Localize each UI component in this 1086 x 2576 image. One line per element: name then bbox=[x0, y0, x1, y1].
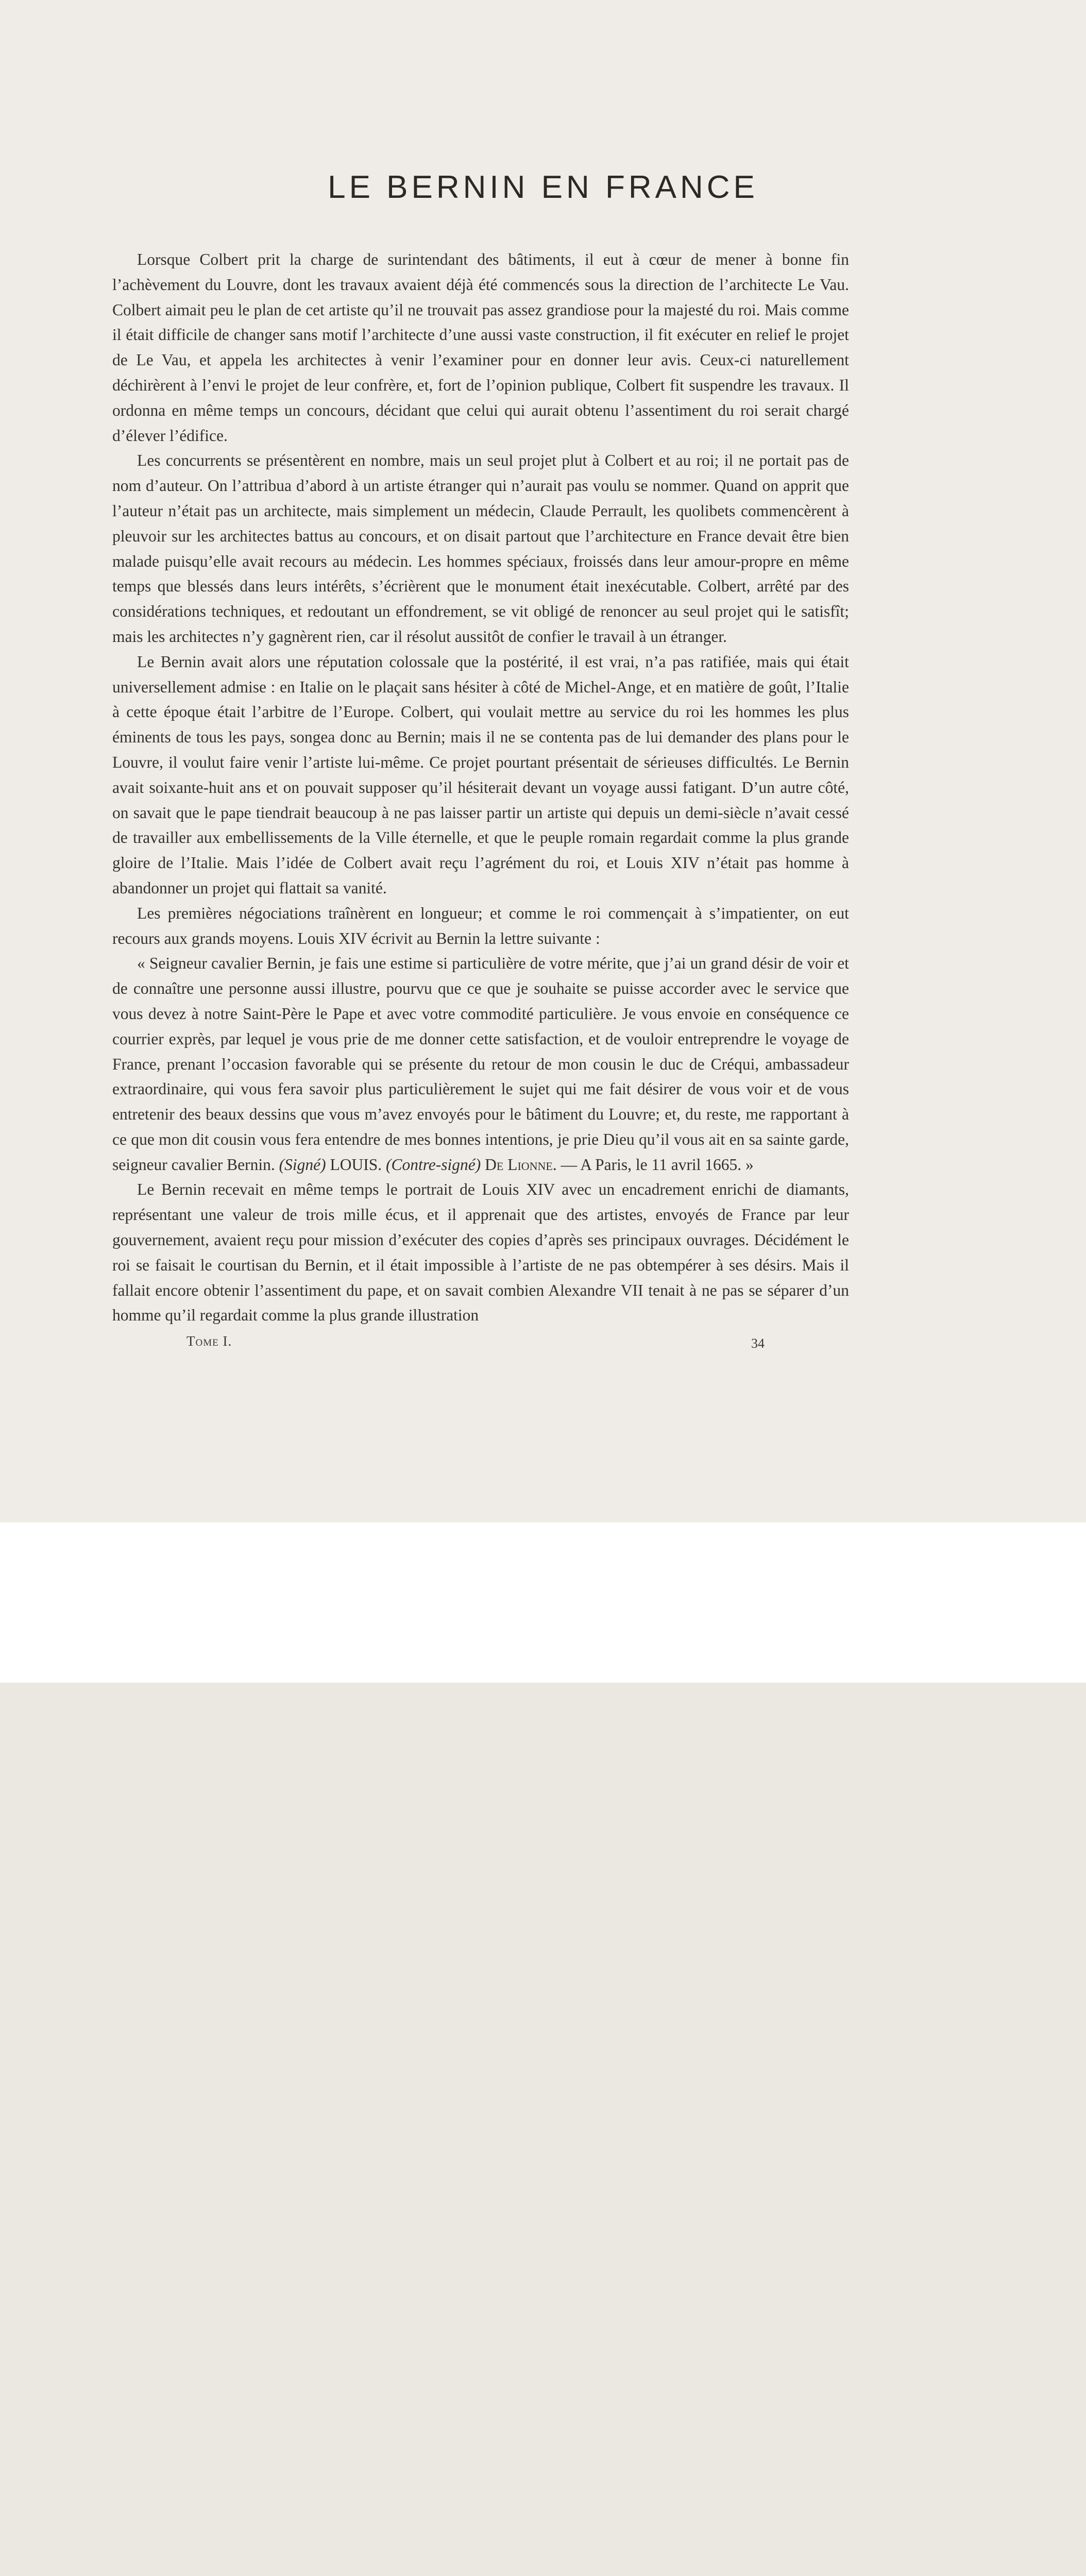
paragraph-2: Les concurrents se présentèrent en nombre, mais un seul projet plut à Colbert et au roi; il ne portait pas de nom d’auteur. On l’attribua d’abord à un artiste étranger qui n’aurait pas voulu se nommer. Quand on apprit que l’auteur n’était pas un architecte, mais simplement un médecin, Claude Perrault, les quolibets commencèrent à pleuvoir sur les architectes battus au concours, et on disait partout que l’architecture en France devait être bien malade puisqu’elle avait recours au médecin. Les hommes spéciaux, froissés dans leur amour-propre en même temps que blessés dans leurs intérêts, s’écrièrent que le monument était inexécutable. Colbert, arrêté par des considérations techniques, et redoutant un effondrement, se vit obligé de renoncer au seul projet qui le satisfît; mais les architectes n’y gagnèrent rien, car il résolut aussitôt de confier le travail à un étranger. bbox=[112, 451, 849, 646]
signe-name: LOUIS. bbox=[326, 1155, 386, 1174]
letter-paragraph bbox=[112, 951, 849, 1177]
paragraph-4: Les premières négociations traînèrent en longueur; et comme le roi commençait à s’impatienter, on eut recours aux grands moyens. Louis XIV écrivit au Bernin la lettre suivante : bbox=[112, 904, 849, 947]
signe-label: (Signé) bbox=[279, 1155, 326, 1174]
contresigne-name: De Lionne. bbox=[481, 1155, 557, 1174]
digitization-footer bbox=[0, 1522, 1086, 1683]
paragraph-final: Le Bernin recevait en même temps le portrait de Louis XIV avec un encadrement enrichi de diamants, représentant une valeur de trois mille écus, et il apprenait que des artistes, envoyés de France par leur gouvernement, avaient reçu pour mission d’exécuter des copies d’après ses principaux ouvrages. Décidément le roi se faisait le courtisan du Bernin, et il était impossible à l’artiste de ne pas obtempérer à ses désirs. Mais il fallait encore obtenir l’assentiment du pape, et on savait combien Alexandre VII tenait à ne pas se séparer d’un homme qu’il regardait comme la plus grande illustration bbox=[112, 1180, 849, 1325]
paragraph-1: Lorsque Colbert prit la charge de surintendant des bâtiments, il eut à cœur de mener à bonne fin l’achèvement du Louvre, dont les travaux avaient déjà été commencés sous la direction de l’architecte Le Vau. Colbert aimait peu le plan de cet artiste qu’il ne trouvait pas assez grandiose pour la majesté du roi. Mais comme il était difficile de changer sans motif l’architecte d’une aussi vaste construction, il fit exécuter en relief le projet de Le Vau, et appela les architectes à venir l’examiner pour en donner leur avis. Ceux-ci naturellement déchirèrent à l’envi le projet de leur confrère, et, fort de l’opinion publique, Colbert fit suspendre les travaux. Il ordonna en même temps un concours, décidant que celui qui aurait obtenu l’assentiment du roi serait chargé d’élever l’édifice. bbox=[112, 250, 849, 445]
letter-text: « Seigneur cavalier Bernin, je fais une estime si particulière de votre mérite, que j’ai un grand désir de voir et de connaître une personne aussi illustre, pourvu que ce que je souhaite se puisse accorder avec le service que vous devez à notre Saint-Père le Pape et avec votre commodité particulière. Je vous envoie en conséquence ce courrier exprès, par lequel je vous prie de me donner cette satisfaction, et de vouloir entreprendre le voyage de France, prenant l’occasion favorable qui se présente du retour de mon cousin le duc de Créqui, ambassadeur extraordinaire, qui vous fera savoir plus particulièrement le sujet qui me fait désirer de vous voir et de vous entretenir des beaux dessins que vous m’avez envoyés pour le bâtiment du Louvre; et, du reste, me rapportant à ce que mon dit cousin vous fera entendre de mes bonnes intentions, je prie Dieu qu’il vous ait en sa sainte garde, seigneur cavalier Bernin. bbox=[112, 954, 849, 1174]
footer-tome: Tome I. bbox=[186, 1333, 232, 1349]
article-body bbox=[112, 247, 849, 1328]
letter-closing: — A Paris, le 11 avril 1665. » bbox=[556, 1155, 754, 1174]
paragraph-3: Le Bernin avait alors une réputation colossale que la postérité, il est vrai, n’a pas ratifiée, mais qui était universellement admise : en Italie on le plaçait sans hésiter à côté de Michel-Ange, et en matière de goût, l’Italie à cette époque était l’arbitre de l’Europe. Colbert, qui voulait mettre au service du roi les hommes les plus éminents de tous les pays, songea donc au Bernin; mais il ne se contenta pas de lui demander des plans pour le Louvre, il voulut faire venir l’artiste lui-même. Ce projet pourtant présentait de sérieuses difficultés. Le Bernin avait soixante-huit ans et on pouvait supposer qu’il hésiterait devant un voyage aussi fatigant. D’un autre côté, on savait que le pape tiendrait beaucoup à ne pas laisser partir un artiste qui depuis un demi-siècle n’avait cessé de travailler aux embellissements de la Ville éternelle, et que le peuple romain regardait comme la plus grande gloire de l’Italie. Mais l’idée de Colbert avait reçu l’agrément du roi, et Louis XIV n’était pas homme à abandonner un projet qui flattait sa vanité. bbox=[112, 652, 849, 897]
contresigne-label: (Contre-signé) bbox=[385, 1155, 481, 1174]
page-number: 34 bbox=[751, 1336, 765, 1351]
page-title: LE BERNIN EN FRANCE bbox=[328, 170, 758, 205]
